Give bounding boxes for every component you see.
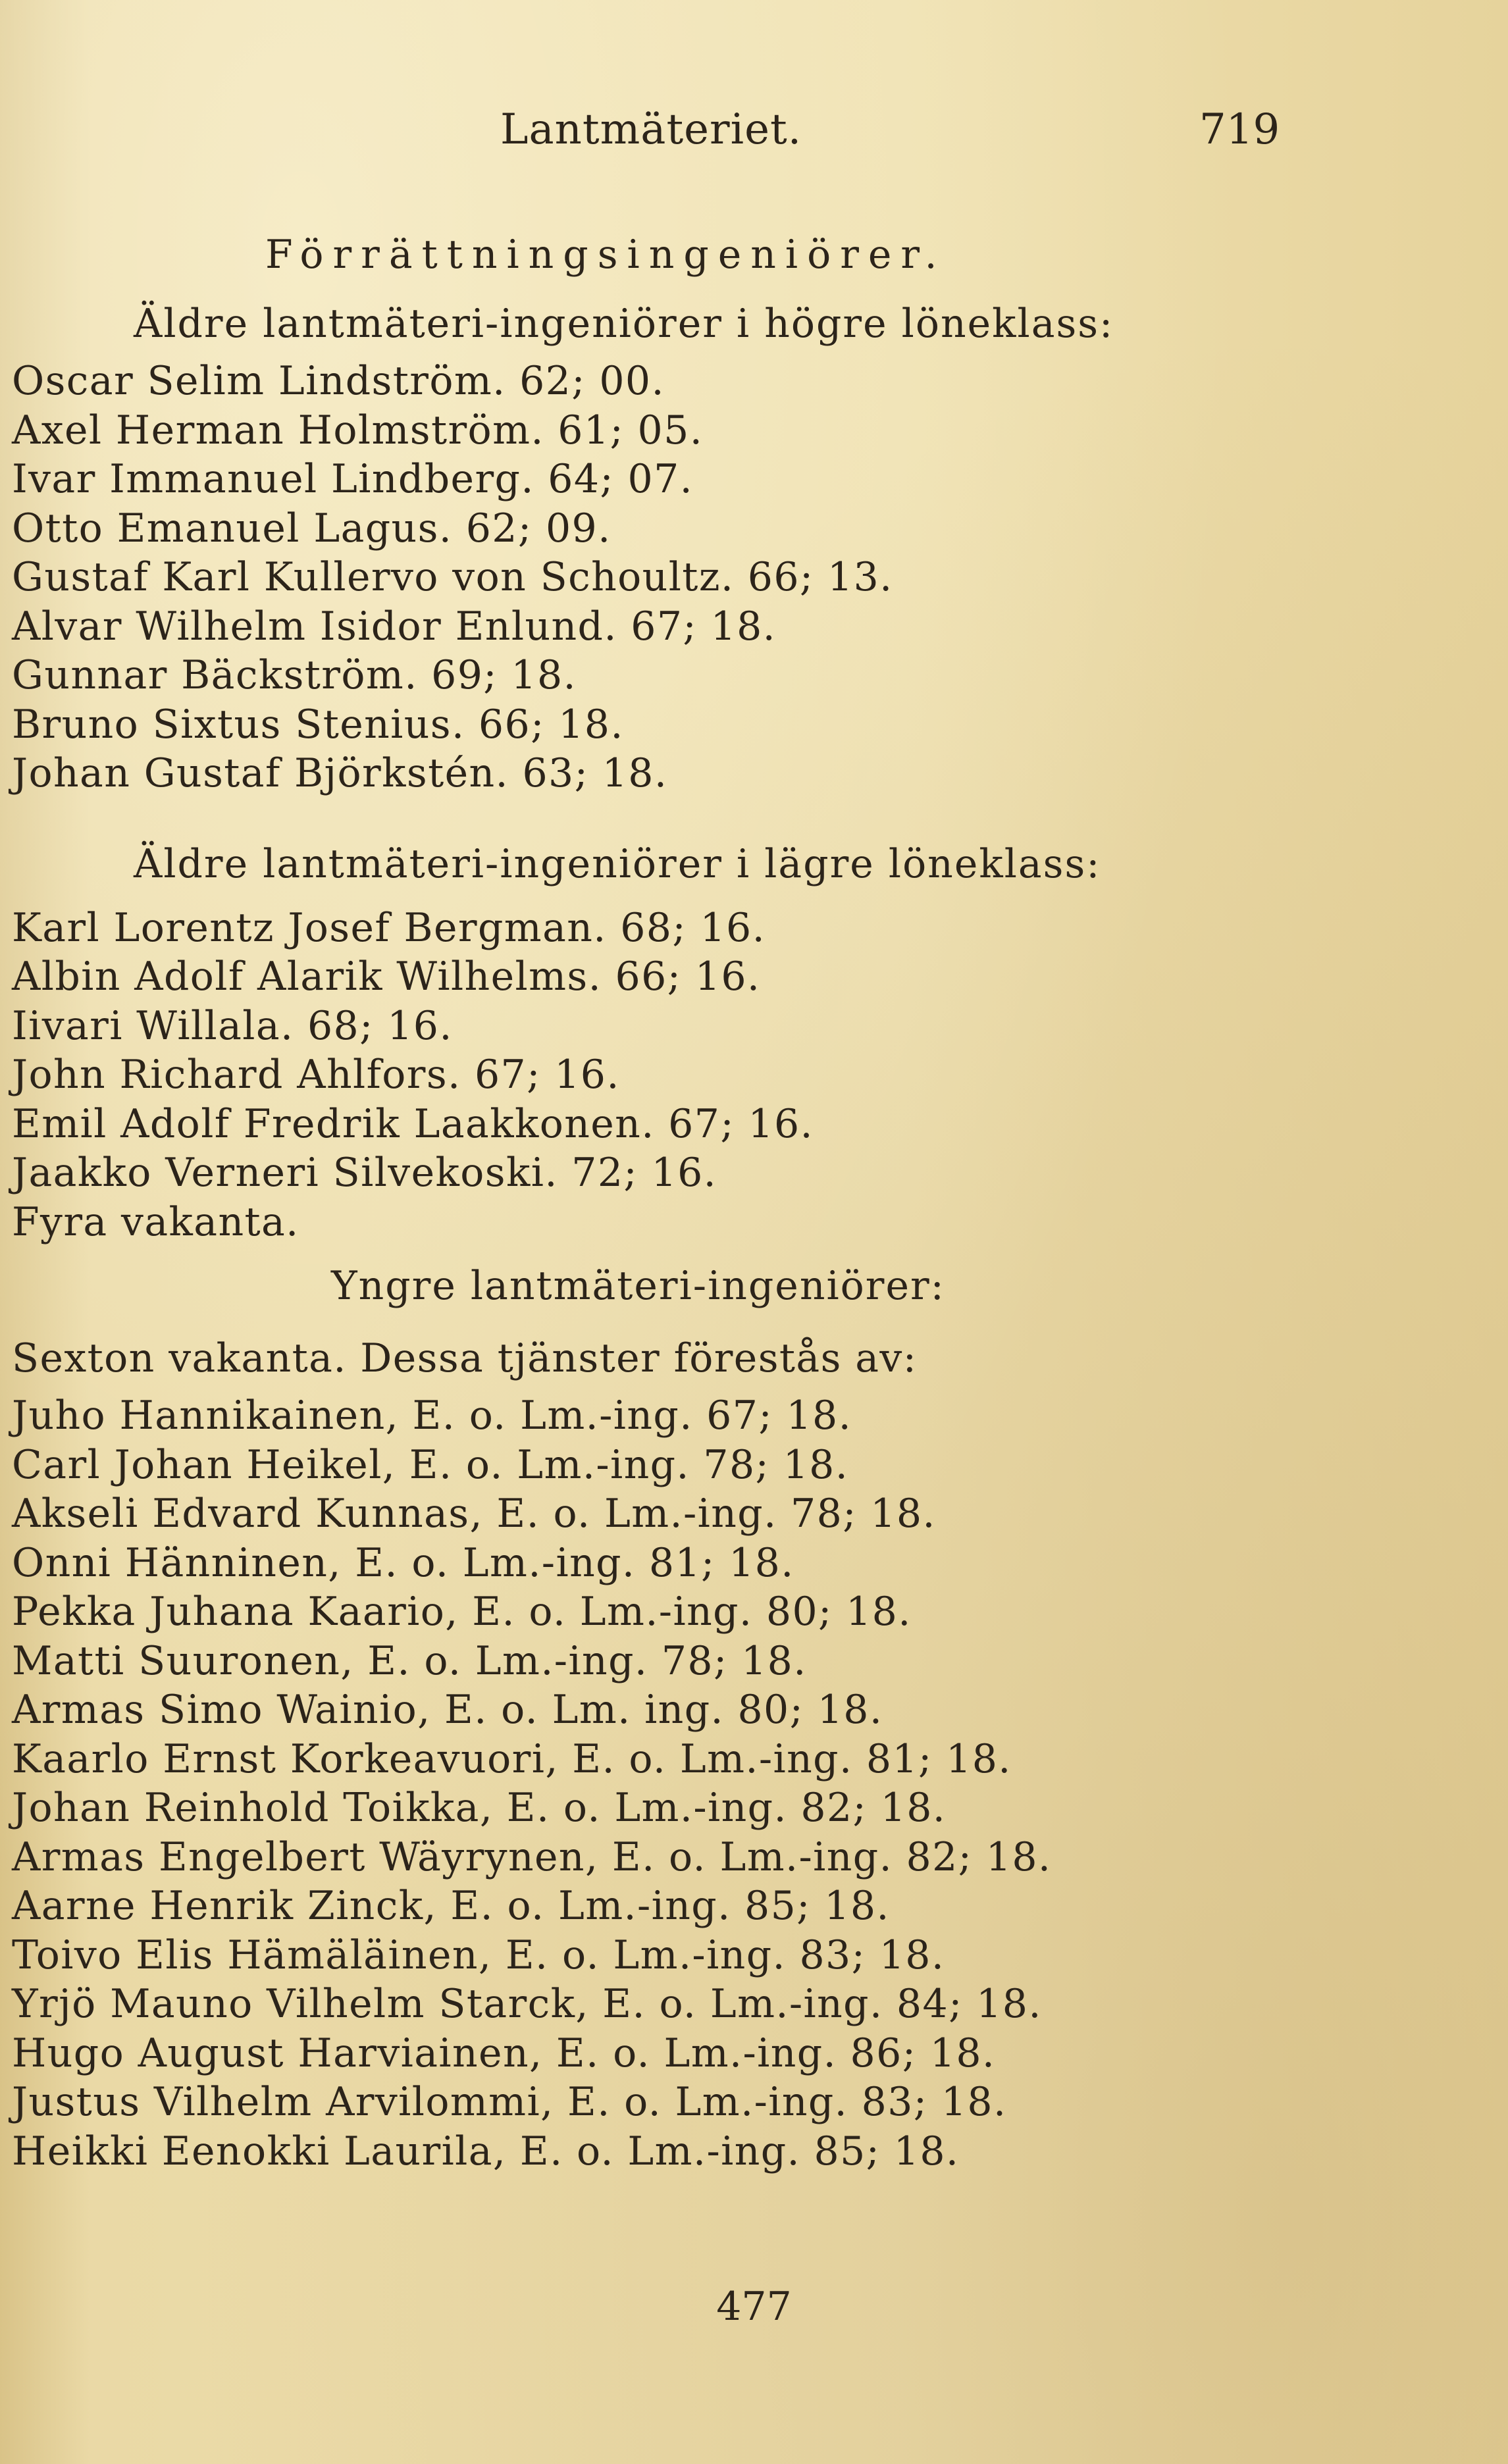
list-item: Albin Adolf Alarik Wilhelms. 66; 16. — [12, 954, 761, 1000]
list-item: Aarne Henrik Zinck, E. o. Lm.-ing. 85; 18. — [12, 1883, 890, 1929]
list-item: Johan Reinhold Toikka, E. o. Lm.-ing. 82; 18. — [12, 1785, 947, 1831]
list-item: Kaarlo Ernst Korkeavuori, E. o. Lm.-ing. 81; 18. — [12, 1735, 1012, 1782]
list-item: Karl Lorentz Josef Bergman. 68; 16. — [12, 904, 766, 951]
list-item: Juho Hannikainen, E. o. Lm.-ing. 67; 18. — [12, 1393, 852, 1439]
list-item: Yrjö Mauno Vilhelm Starck, E. o. Lm.-ing. 84; 18. — [12, 1981, 1042, 2027]
list-item: Johan Gustaf Björkstén. 63; 18. — [12, 750, 668, 796]
list-item: Matti Suuronen, E. o. Lm.-ing. 78; 18. — [12, 1637, 807, 1684]
list-item: John Richard Ahlfors. 67; 16. — [12, 1052, 620, 1098]
list-item: Onni Hänninen, E. o. Lm.-ing. 81; 18. — [12, 1539, 794, 1586]
list-item: Armas Simo Wainio, E. o. Lm. ing. 80; 18. — [12, 1687, 883, 1733]
section-title: Förrättningsingeniörer. — [265, 232, 947, 278]
list-item: Toivo Elis Hämäläinen, E. o. Lm.-ing. 83; 18. — [12, 1932, 945, 1978]
list-younger — [12, 1391, 1486, 2176]
list-higher-class — [12, 357, 1486, 798]
page-number: 719 — [1199, 105, 1280, 154]
list-item: Justus Vilhelm Arvilommi, E. o. Lm.-ing. 83; 18. — [12, 2079, 1007, 2125]
list-item: Ivar Immanuel Lindberg. 64; 07. — [12, 456, 694, 502]
list-item: Pekka Juhana Kaario, E. o. Lm.-ing. 80; 18. — [12, 1589, 912, 1635]
list-lower-class — [12, 904, 1486, 1247]
folio-number: 477 — [716, 2284, 792, 2330]
list-item: Oscar Selim Lindström. 62; 00. — [12, 358, 665, 404]
vacancy-note: Sexton vakanta. Dessa tjänster förestås av: — [12, 1335, 918, 1381]
page-content — [12, 218, 1486, 2176]
list-item: Jaakko Verneri Silvekoski. 72; 16. — [12, 1150, 717, 1196]
page-header — [0, 105, 1508, 171]
list-item: Bruno Sixtus Stenius. 66; 18. — [12, 701, 624, 748]
list-item: Axel Herman Holmström. 61; 05. — [12, 407, 704, 453]
list-item: Carl Johan Heikel, E. o. Lm.-ing. 78; 18. — [12, 1441, 849, 1488]
subheading-younger: Yngre lantmäteri-ingeniörer: — [331, 1263, 945, 1309]
list-item: Akseli Edvard Kunnas, E. o. Lm.-ing. 78; 18. — [12, 1491, 936, 1537]
running-title: Lantmäteriet. — [500, 105, 802, 154]
list-item: Iivari Willala. 68; 16. — [12, 1002, 453, 1049]
list-item: Alvar Wilhelm Isidor Enlund. 67; 18. — [12, 603, 777, 650]
list-item: Heikki Eenokki Laurila, E. o. Lm.-ing. 85; 18. — [12, 2128, 960, 2174]
list-item: Fyra vakanta. — [12, 1198, 299, 1245]
list-item: Otto Emanuel Lagus. 62; 09. — [12, 505, 611, 552]
list-item: Gustaf Karl Kullervo von Schoultz. 66; 13. — [12, 554, 893, 600]
list-item: Hugo August Harviainen, E. o. Lm.-ing. 86; 18. — [12, 2030, 996, 2076]
subheading-lower-class: Äldre lantmäteri-ingeniörer i lägre löneklass: — [134, 840, 1101, 887]
list-item: Gunnar Bäckström. 69; 18. — [12, 652, 577, 698]
subheading-higher-class: Äldre lantmäteri-ingeniörer i högre löneklass: — [134, 301, 1114, 347]
list-item: Armas Engelbert Wäyrynen, E. o. Lm.-ing. 82; 18. — [12, 1834, 1052, 1880]
list-item: Emil Adolf Fredrik Laakkonen. 67; 16. — [12, 1100, 814, 1147]
